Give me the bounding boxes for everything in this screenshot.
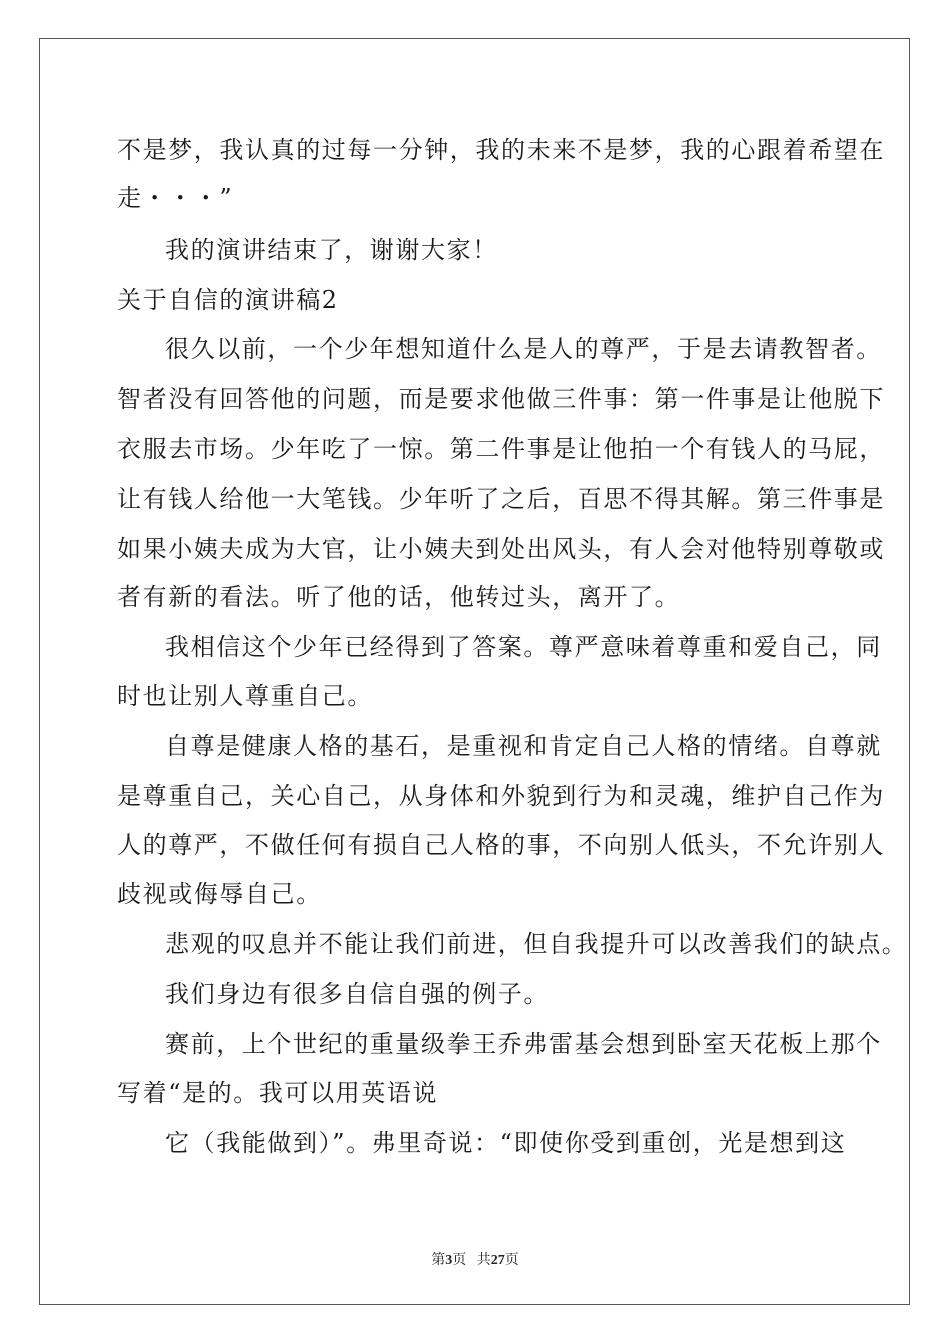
page-frame <box>39 38 910 1305</box>
text-line: 写着“是的。我可以用英语说 <box>117 1079 439 1107</box>
text-line: 我相信这个少年已经得到了答案。尊严意味着尊重和爱自己，同 <box>165 633 882 661</box>
text-line: 是尊重自己，关心自己，从身体和外貌到行为和灵魂，维护自己作为 <box>117 782 885 810</box>
text-line: 不是梦，我认真的过每一分钟，我的未来不是梦，我的心跟着希望在 <box>117 136 885 164</box>
text-line: 让有钱人给他一大笔钱。少年听了之后，百思不得其解。第三件事是 <box>117 485 885 513</box>
text-line: 衣服去市场。少年吃了一惊。第二件事是让他拍一个有钱人的马屁， <box>117 435 885 463</box>
text-line: 人的尊严，不做任何有损自己人格的事，不向别人低头，不允许别人 <box>117 831 885 859</box>
text-line: 我们身边有很多自信自强的例子。 <box>165 980 549 1008</box>
total-pages-number: 27 <box>490 1253 505 1268</box>
text-line: 歧视或侮辱自己。 <box>117 880 322 908</box>
text-line: 它（我能做到）”。弗里奇说：“即使你受到重创，光是想到这 <box>165 1129 847 1157</box>
text-line: 赛前，上个世纪的重量级拳王乔弗雷基会想到卧室天花板上那个 <box>165 1030 882 1058</box>
text-line: 我的演讲结束了，谢谢大家！ <box>165 236 498 264</box>
footer-page-suffix: 页 <box>452 1253 467 1268</box>
text-line: 悲观的叹息并不能让我们前进，但自我提升可以改善我们的缺点。 <box>165 930 908 958</box>
text-line: 如果小姨夫成为大官，让小姨夫到处出风头，有人会对他特别尊敬或 <box>117 535 885 563</box>
text-line: 很久以前，一个少年想知道什么是人的尊严，于是去请教智者。 <box>165 335 882 363</box>
footer-prefix: 第 <box>431 1253 446 1268</box>
text-line: 智者没有回答他的问题，而是要求他做三件事：第一件事是让他脱下 <box>117 385 885 413</box>
footer-total-prefix: 共 <box>476 1253 491 1268</box>
text-line: 时也让别人尊重自己。 <box>117 682 373 710</box>
section-heading: 关于自信的演讲稿2 <box>117 286 339 314</box>
footer-total-suffix: 页 <box>504 1253 519 1268</box>
text-line: 者有新的看法。听了他的话，他转过头，离开了。 <box>117 583 681 611</box>
text-line: 自尊是健康人格的基石，是重视和肯定自己人格的情绪。自尊就 <box>165 732 882 760</box>
page-footer <box>0 1249 950 1269</box>
text-line: 走・・・” <box>117 184 234 212</box>
current-page-number: 3 <box>445 1253 453 1268</box>
